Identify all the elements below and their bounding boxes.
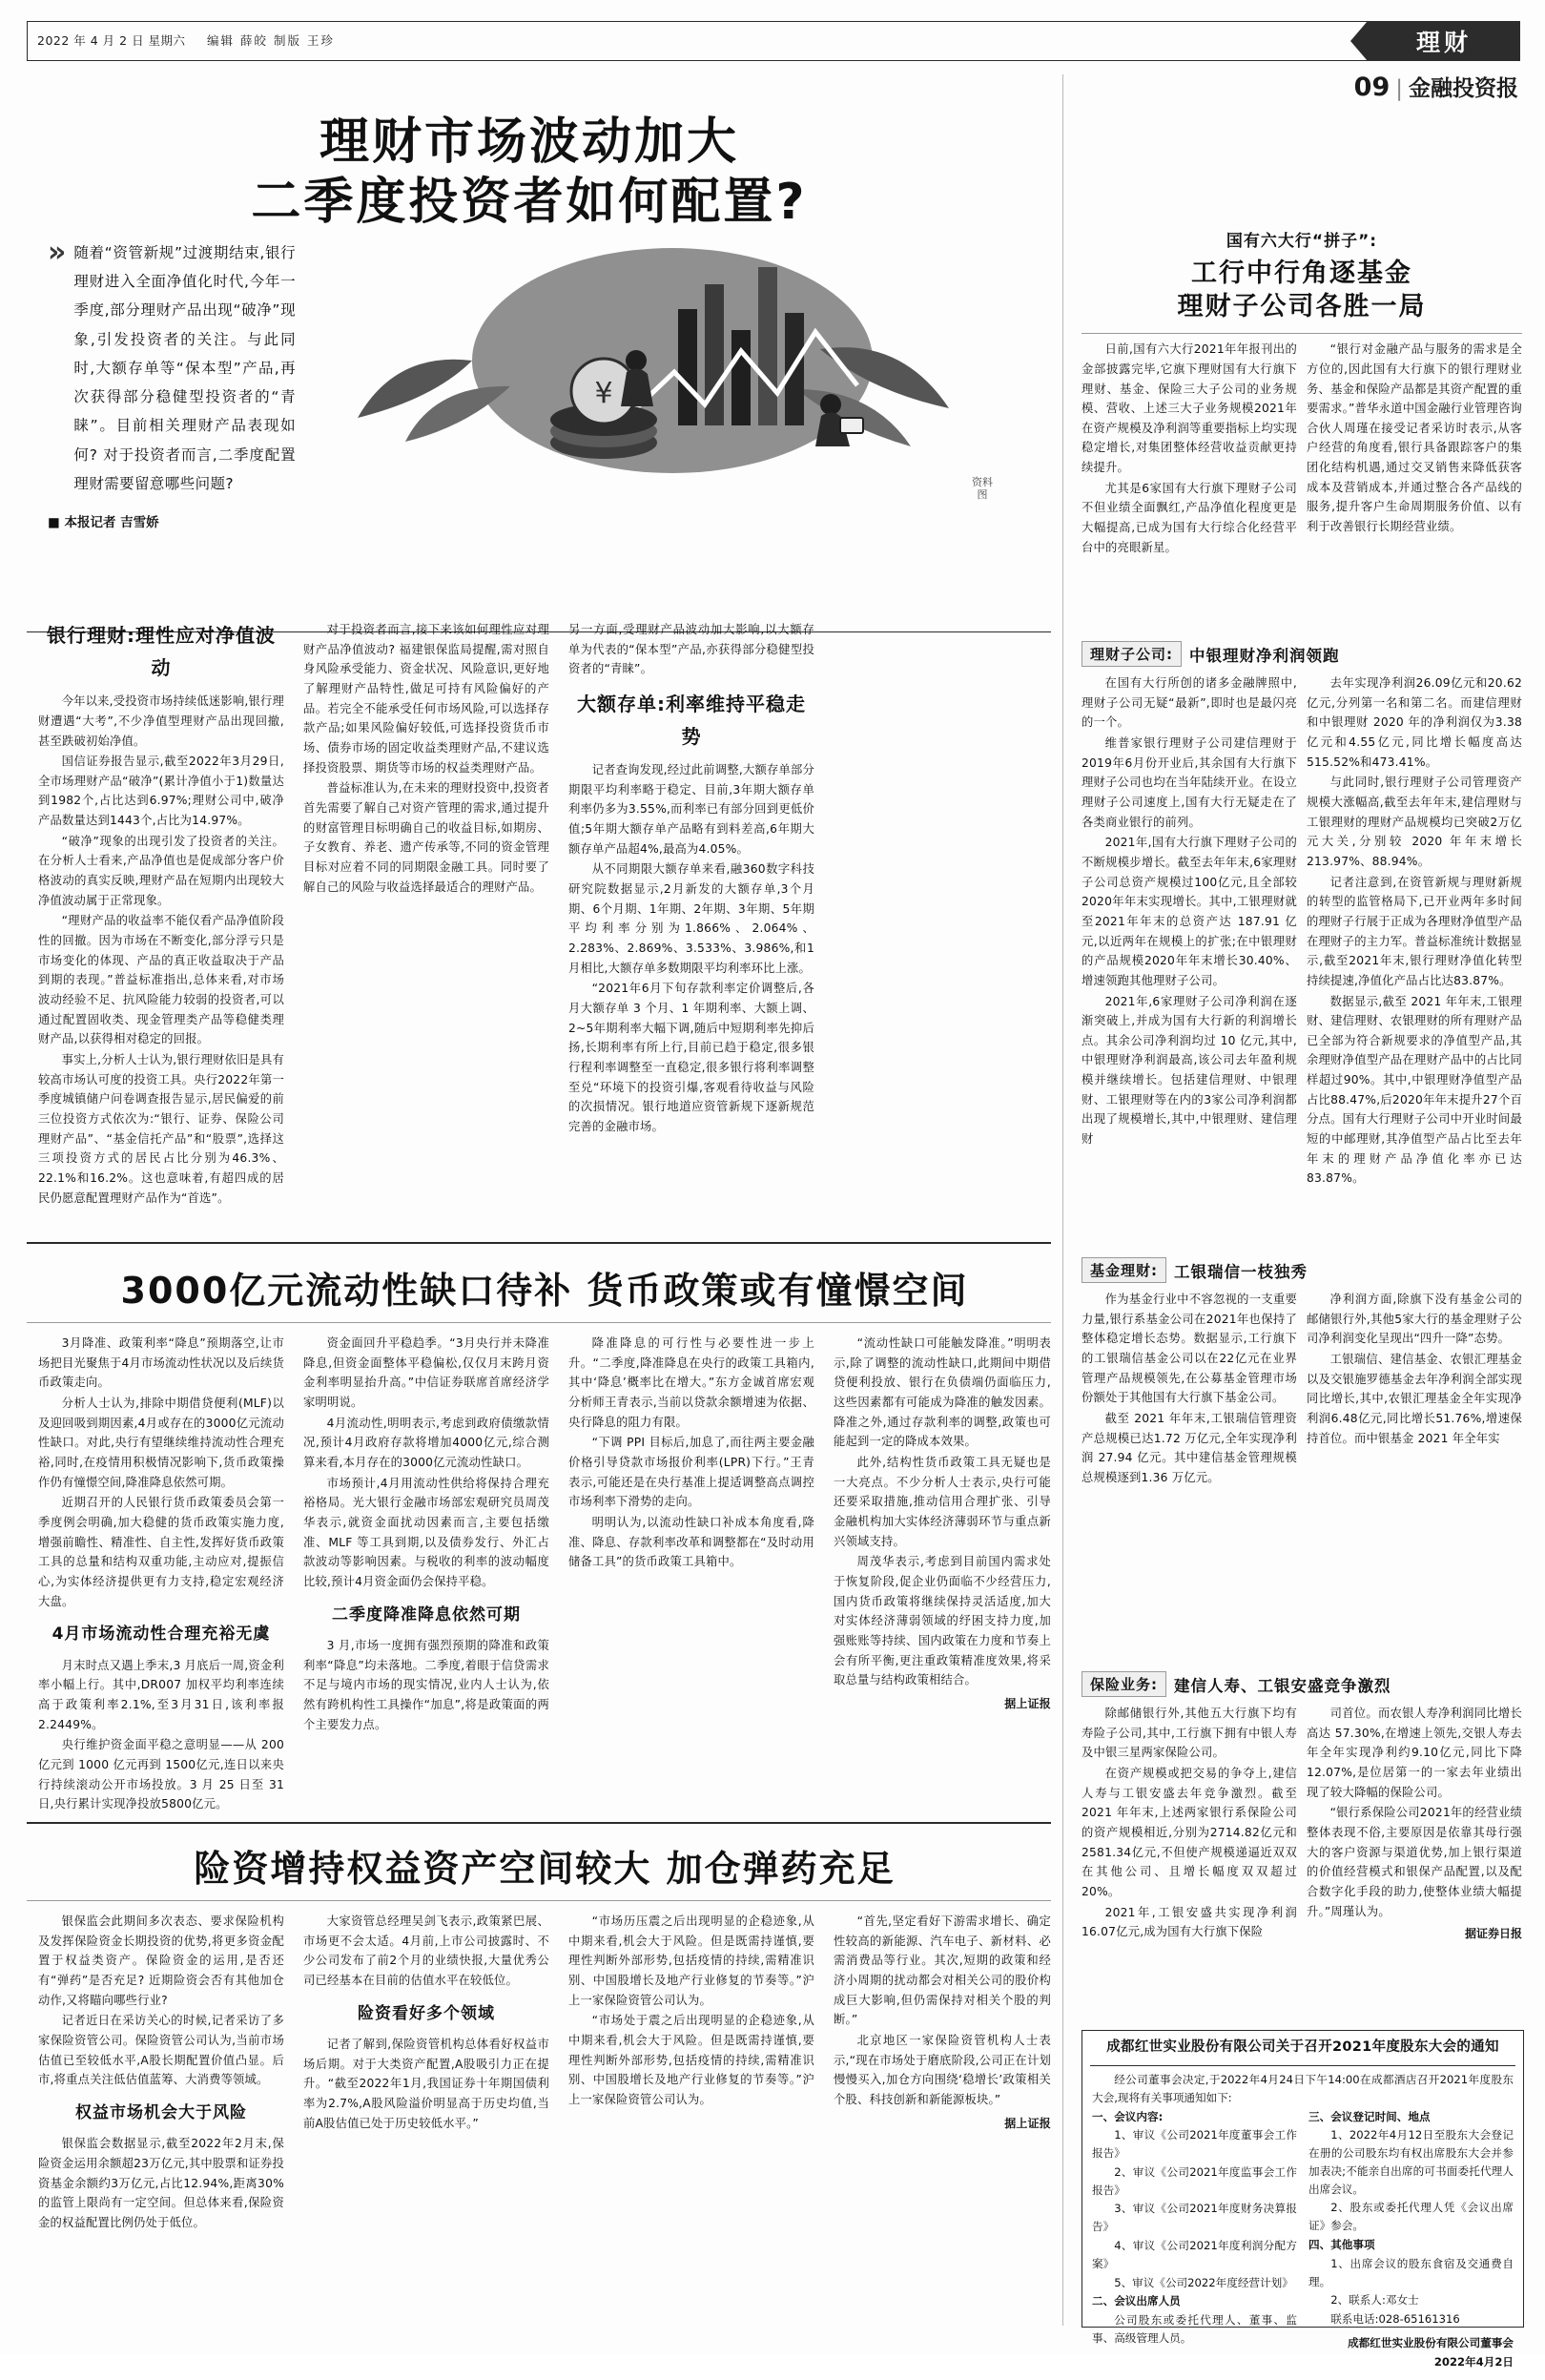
paragraph: “市场历压震之后出现明显的企稳迹象,从中期来看,机会大于风险。但是既需持谨慎,要理性判断外部形势,包括疫情的持续,需精准识别、中国股增长及地产行业修复的节奏等。”沪上一家保险资管公司认为。 [568, 1914, 814, 2007]
rail-source: 据证券日报 [1464, 1927, 1522, 1941]
svg-text:¥: ¥ [594, 377, 613, 410]
section-label: 基金理财: [1082, 1257, 1166, 1283]
article-column-2 [303, 620, 549, 898]
liquidity-column-2 [303, 1334, 549, 1735]
paragraph: 银保监会此期间多次表态、要求保险机构及发挥保险资金长期投资的优势,将更多资金配置于权益类资产。保险资金的运用,是否还有“弹药”是否充足? 近期险资会否有其他加仓动作,又将瞄向哪些行业? [38, 1914, 284, 2007]
paragraph: 降准降息的可行性与必要性进一步上升。“二季度,降准降息在央行的政策工具箱内,其中‘降息’概率比在增大。”东方金诚首席宏观分析师王青表示,当前以贷款余额增速为依据、央行降息的阻力有限。 [568, 1336, 814, 1429]
paragraph: 今年以来,受投资市场持续低迷影响,银行理财遭遇“大考”,不少净值型理财产品出现回撤,甚至跌破初始净值。 [38, 694, 284, 748]
paragraph: 2021年,国有大行旗下理财子公司的不断规模步增长。截至去年年末,6家理财子公司总资产规模过100亿元,且全部较2020年年末实现增长。其中,工银理财就至2021年年末的总资产达 187.91 亿元,以近两年在规模上的扩张;在中银理财的产品规模2020年年末增长30.40%、增速领跑其他理财子公司。 [1082, 836, 1297, 987]
paragraph: 在国有大行所创的诸多金融牌照中,理财子公司无疑“最新”,即时也是最闪亮的一个。 [1082, 676, 1297, 730]
divider [27, 1242, 1051, 1244]
notice-body [1082, 2071, 1523, 2380]
paragraph: 去年实现净利润26.09亿元和20.62亿元,分列第一名和第二名。而建信理财和中银理财 2020 年的净利润仅为3.38亿元和4.55亿元,同比增长幅度高达515.52%和473.41%。 [1307, 676, 1522, 769]
paragraph: 大家资管总经理吴剑飞表示,政策紧巴展、市场更不会太适。4月前,上市公司披露时、不少公司发布了前2个月的业绩快报,大量优秀公司已经基本在目前的估值水平在较低位。 [303, 1914, 549, 1987]
notice-col-1 [1092, 2108, 1297, 2372]
shareholder-meeting-notice [1082, 2030, 1524, 2369]
paragraph: 事实上,分析人士认为,银行理财依旧是具有较高市场认可度的投资工具。央行2022年第一季度城镇储户问卷调查报告显示,居民偏爱的前三位投资方式依次为:“银行、证券、保险公司理财产品”、“基金信托产品”和“股票”,选择这三项投资方式的居民占比分别为46.3%、22.1%和16.2%。这也意味着,有超四成的居民仍愿意配置理财产品作为“首选”。 [38, 1053, 284, 1205]
paragraph: “下调 PPI 目标后,加息了,而往两主要金融价格引导贷款市场报价利率(LPR)下行。”王青表示,可能还是在央行基准上提适调整高点调控市场利率下滑势的走向。 [568, 1436, 814, 1509]
notice-item: 5、审议《公司2022年度经营计划》 [1114, 2275, 1293, 2289]
paragraph: 银保监会数据显示,截至2022年2月末,保险资金运用余额超23万亿元,其中股票和证券投资基金余额约3万亿元,占比12.94%,距离30%的监管上限尚有一定空间。但总体来看,保险资金的权益配置比例仍处于低位。 [38, 2137, 284, 2230]
insurance-column-3 [568, 1912, 814, 2111]
headline-line-2: 二季度投资者如何配置? [251, 174, 808, 232]
paragraph: 司首位。而农银人寿净利润同比增长高达 57.30%,在增速上领先,交银人寿去年全年实现净利约9.10亿元,同比下降 12.07%,是位居第一的一家去年业绩出现了较大降幅的保险公司。 [1307, 1707, 1522, 1799]
section-title: 中银理财净利润领跑 [1189, 646, 1340, 665]
article-column-3 [568, 620, 814, 1138]
rail-col-1 [1082, 1704, 1297, 1943]
paragraph: 记者查询发现,经过此前调整,大额存单部分期限平均利率略于稳定、目前,3年期大额存单利率仍多为3.55%,而利率已有部分回到更低价值;5年期大额存单产品略有到料差高,6年期大额存单产品超4%,最高为4.05%。 [568, 763, 814, 856]
notice-signature: 成都红世实业股份有限公司董事会 [1348, 2335, 1514, 2349]
section-label: 理财子公司: [1082, 641, 1182, 667]
rail-article-2 [1082, 641, 1522, 1190]
paragraph: 2021年,工银安盛共实现净利润16.07亿元,成为国有大行旗下保险 [1082, 1905, 1297, 1939]
insurance-column-4 [834, 1912, 1051, 2133]
liquidity-subhead-1: 4月市场流动性合理充裕无虞 [52, 1625, 271, 1645]
paragraph: 分析人士认为,排除中期借贷便利(MLF)以及迎回吸到期因素,4月或存在的3000亿元流动性缺口。对此,央行有望继续维持流动性合理充裕,同时,在疫情用积极情况影响下,货币政策操作仍有憧憬空间,降准降息依然可期。 [38, 1396, 284, 1489]
notice-col-2 [1308, 2108, 1514, 2372]
notice-date: 2022年4月2日 [1433, 2354, 1514, 2369]
liquidity-article-title: 3000亿元流动性缺口待补 货币政策或有憧憬空间 [120, 1270, 969, 1312]
notice-item: 2、股东或委托代理人凭《会议出席证》参会。 [1308, 2201, 1514, 2233]
masthead-date: 2022 年 4 月 2 日 星期六 [37, 33, 186, 48]
notice-item: 公司股东或委托代理人、董事、监事、高级管理人员。 [1092, 2313, 1297, 2345]
insurance-subhead-1: 权益市场机会大于风险 [75, 2102, 247, 2122]
paragraph: 对于投资者而言,接下来该如何理性应对理财产品净值波动? 福建银保监局提醒,需对照自身风险承受能力、资金状况、风险意识,更好地了解理财产品特性,做足可持有风险偏好的产品。若完全不能承受任何市场风险,可以选择存款产品;如果风险偏好较低,可选择投资货币市场、债券市场的固定收益类理财产品,不建议选择投资股票、期货等市场的权益类理财产品。 [303, 623, 549, 775]
section-title: 建信人寿、工银安盛竞争激烈 [1174, 1676, 1391, 1695]
rail-article-3 [1082, 1257, 1522, 1489]
masthead-editors: 编辑 薛皎 制版 王珍 [207, 33, 335, 48]
section-title: 工银瑞信一枝独秀 [1174, 1262, 1308, 1281]
rail-title-line-1: 工行中行角逐基金 [1191, 259, 1412, 288]
paragraph: 近期召开的人民银行货币政策委员会第一季度例会明确,加大稳健的货币政策实施力度,增强前瞻性、精准性、自主性,发挥好货币政策工具的总量和结构双重功能,主动应对,提振信心,为实体经济提供更有力支持,稳定宏观经济大盘。 [38, 1496, 284, 1608]
paragraph: 央行维护资金面平稳之意明显——从 200 亿元到 1000 亿元再到 1500亿元,连日以来央行持续滚动公开市场投放。3 月 25 日至 31 日,央行累计实现净投放5800亿元。 [38, 1738, 284, 1811]
liquidity-source: 据上证报 [1004, 1696, 1051, 1710]
paragraph: 国信证券报告显示,截至2022年3月29日,全市场理财产品“破净”(累计净值小于1)数量达到1982个,占比达到6.97%;理财公司中,破净产品数量达到1443个,占比为14.97%。 [38, 755, 284, 828]
paragraph: “市场处于震之后出现明显的企稳迹象,从中期来看,机会大于风险。但是既需持谨慎,要理性判断外部形势,包括疫情的持续,需精准识别、中国股增长及地产行业修复的节奏等。”沪上一家保险资管公司认为。 [568, 2014, 814, 2106]
paragraph: 从不同期限大额存单来看,融360数字科技研究院数据显示,2月新发的大额存单,3个月期、6个月期、1年期、2年期、3年期、5年期平均利率分别为1.866%、2.064%、2.283%、2.869%、3.533%、3.986%,和1月相比,大额存单多数期限平均利率环比上涨。 [568, 862, 814, 975]
paragraph: “银行对金融产品与服务的需求是全方位的,因此国有大行旗下的银行理财业务、基金和保险产品都是其资产配置的重要需求。”普华永道中国金融行业管理咨询合伙人周瑾在接受记者采访时表示,从客户经营的角度看,银行具备跟踪客户的集团化结构机遇,通过交叉销售来降低获客成本及营销成本,并通过整合各产品线的服务,提升客户生命周期服务价值、以有利于改善银行长期经营业绩。 [1307, 342, 1522, 534]
notice-section-head: 一、会议内容: [1092, 2109, 1164, 2123]
section-label: 保险业务: [1082, 1671, 1166, 1697]
paragraph: 普益标准认为,在未来的理财投资中,投资者首先需要了解自己对资产管理的需求,通过提升的财富管理目标明确自己的收益目标,如期房、子女教育、养老、遗产传承等,不同的资金管理目标对应着不同的同期限金融工具。同时要了解自己的风险与收益选择最适合的理财产品。 [303, 781, 549, 894]
paper-name: 金融投资报 [1409, 76, 1518, 101]
byline: ■ 本报记者 吉雪娇 [48, 514, 159, 530]
notice-section-head: 三、会议登记时间、地点 [1308, 2109, 1431, 2123]
divider [1090, 2065, 1515, 2066]
paragraph: 月末时点又遇上季末,3 月底后一周,资金利率小幅上行。其中,DR007 加权平均利率连续高于政策利率2.1%,至3月31日,该利率报2.2449%。 [38, 1658, 284, 1731]
paragraph: 另一方面,受理财产品波动加大影响,以大额存单为代表的“保本型”产品,亦获得部分稳健型投资者的“青睐”。 [568, 623, 814, 676]
illustration-graphic [300, 217, 1006, 504]
paragraph: “破净”现象的出现引发了投资者的关注。在分析人士看来,产品净值也是促成部分客户价格波动的真实反映,理财产品在短期内出现较大净值波动属于正常现象。 [38, 834, 284, 907]
insurance-column-2 [303, 1912, 549, 2134]
rail-col-1 [1082, 673, 1297, 1190]
article-column-1 [38, 620, 284, 1209]
divider [27, 1900, 1051, 1901]
divider [27, 1322, 1051, 1323]
paragraph: 记者了解到,保险资管机构总体看好权益市场后期。对于大类资产配置,A股吸引力正在提升。“截至2022年1月,我国证券十年期国债利率为2.7%,A股风险溢价明显高于历史均值,当前A股估值已处于历史较低水平。” [303, 2038, 549, 2130]
rail-col-2 [1307, 1704, 1522, 1943]
paragraph: 作为基金行业中不容忽视的一支重要力量,银行系基金公司在2021年也保持了整体稳定增长态势。数据显示,工行旗下的工银瑞信基金公司以在22亿元在业界管理产品规模领先,在公募基金管理市场份额处于其他国有大行旗下基金公司。 [1082, 1293, 1297, 1405]
paragraph: 此外,结构性货币政策工具无疑也是一大亮点。不少分析人士表示,央行可能还要采取措施,推动信用合理扩张、引导金融机构加大实体经济薄弱环节与重点新兴领域支持。 [834, 1455, 1051, 1548]
notice-item: 1、出席会议的股东食宿及交通费自理。 [1308, 2256, 1514, 2288]
paragraph: 截至 2021 年年末,工银瑞信管理资产总规模已达1.72 万亿元,全年实现净利润 27.94 亿元。其中建信基金管理规模总规模逐到1.36 万亿元。 [1082, 1411, 1297, 1484]
notice-item: 2、审议《公司2021年度监事会工作报告》 [1092, 2164, 1297, 2197]
paragraph: “银行系保险公司2021年的经营业绩整体表现不俗,主要原因是依靠其母行强大的客户资源与渠道优势,加上银行渠道的价值经营模式和银保产品配置,以及配合数字化手段的助力,使整体业绩大幅提升。”周瑾认为。 [1307, 1806, 1522, 1918]
paragraph: 维普家银行理财子公司建信理财于2019年6月份开业后,其余国有大行旗下理财子公司也均在当年陆续开业。在设立理财子公司速度上,国有大行无疑走在了各类商业银行的前列。 [1082, 735, 1297, 829]
paragraph: 周茂华表示,考虑到目前国内需求处于恢复阶段,促企业仍面临不少经营压力,国内货币政策将继续保持灵活适度,加大对实体经济薄弱领域的纾困支持力度,加强账账等持续、国内政策在力度和节奏上会有所平衡,更注重政策精准度效果,将采取总量与结构政策相结合。 [834, 1555, 1051, 1687]
notice-item: 1、审议《公司2021年度董事会工作报告》 [1092, 2128, 1297, 2161]
notice-section-head: 二、会议出席人员 [1092, 2294, 1181, 2308]
rail-title-line-2: 理财子公司各胜一局 [1177, 292, 1427, 322]
paragraph: 3 月,市场一度拥有强烈预期的降准和政策利率“降息”均未落地。二季度,着眼于信贷需求不足与境内市场的现实情况,业内人士认为,依然有跨机构性工具操作“加息”,将是政策面的两个主要发力点。 [303, 1639, 549, 1731]
headline-line-1: 理财市场波动加大 [319, 114, 739, 171]
paragraph: 3月降准、政策利率“降息”预期落空,让市场把目光聚焦于4月市场流动性状况以及后续货币政策走向。 [38, 1336, 284, 1390]
paragraph: 北京地区一家保险资管机构人士表示,“现在市场处于磨底阶段,公司正在计划慢慢买入,加仓方向围绕‘稳增长’政策相关个股、科技创新和新能源板块。” [834, 2033, 1051, 2106]
notice-intro: 经公司董事会决定,于2022年4月24日下午14:00在成都酒店召开2021年度股东大会,现将有关事项通知如下: [1092, 2073, 1514, 2104]
rail-col-1 [1082, 1290, 1297, 1489]
divider-vertical [1062, 74, 1063, 2326]
paragraph: “首先,坚定看好下游需求增长、确定性较高的新能源、汽车电子、新材料、必需消费品等行业。其次,短期的政策和经济小周期的扰动都会对相关公司的股价构成巨大影响,但仍需保持对相关个股的判断。” [834, 1914, 1051, 2027]
paragraph: 明明认为,以流动性缺口补成本角度看,降准、降息、存款利率改革和调整都在“及时动用储备工具”的货币政策工具箱中。 [568, 1515, 814, 1569]
paragraph: 资金面回升平稳趋季。“3月央行并未降准降息,但资金面整体平稳偏松,仅仅月末跨月资金利率明显抬升高。”中信证券联席首席经济学家明明说。 [303, 1336, 549, 1409]
rail-col-2 [1307, 673, 1522, 1190]
subhead-2: 大额存单:利率维持平稳走势 [577, 692, 806, 748]
illustration-credit: 资料图 [972, 475, 993, 502]
section-header [1082, 1671, 1522, 1697]
rail-col-1 [1082, 340, 1297, 558]
masthead [27, 21, 1520, 61]
paragraph: “2021年6月下旬存款利率定价调整后,各月大额存单 3 个月、1 年期利率、大额上调、2~5年期利率大幅下调,随后中短期利率先抑后扬,长期利率有所上行,目前已趋于稳定,很多银行程利率调整至一直稳定,很多银行将利率调整至兑“环境下的投资引爆,客观看待收益与风险的次损情况。银行地道应资管新规下逐新规范完善的金融市场。 [568, 982, 814, 1133]
notice-item: 1、2022年4月12日至股东大会登记在册的公司股东均有权出席股东大会并参加表决;不能亲自出席的可书面委托代理人出席会议。 [1308, 2128, 1514, 2196]
subhead-1: 银行理财:理性应对净值波动 [47, 624, 276, 679]
section-header [1082, 641, 1522, 667]
rail-col-2 [1307, 340, 1522, 558]
paragraph: 市场预计,4月用流动性供给将保持合理充裕格局。光大银行金融市场部宏观研究员周茂华表示,就资金面扰动因素而言,主要包括缴准、MLF 等工具到期,以及债券发行、外汇占款波动等影响因素。与税收的利率的波动幅度比较,预计4月资金面仍会保持平稳。 [303, 1476, 549, 1588]
paragraph: 2021年,6家理财子公司净利润在逐渐突破上,并成为国有大行新的利润增长点。其余公司净利润均过 10 亿元,其中,中银理财净利润最高,该公司去年盈利规模并继续增长。包括建信理财、中银理财、工银理财等在内的3家公司净利润都出现了规模增长,其中,中银理财、建信理财 [1082, 994, 1297, 1147]
main-headline [57, 113, 1001, 234]
article-column-4 [834, 620, 1051, 621]
page-number: 09 [1353, 72, 1390, 102]
notice-title: 成都红世实业股份有限公司关于召开2021年度股东大会的通知 [1106, 2039, 1499, 2055]
insurance-source: 据上证报 [1004, 2116, 1051, 2130]
paragraph: 在资产规模或把交易的争夺上,建信人寿与工银安盛去年竞争激烈。截至 2021 年年末,上述两家银行系保险公司的资产规模相近,分别为2714.82亿元和2581.34亿元,不但使产规模递逼近双双在其他公司、且增长幅度双双超过20%。 [1082, 1766, 1297, 1898]
paragraph: 记者注意到,在资管新规与理财新规的转型的监管格局下,已开业两年多时间的理财子行展于正成为各理财净值型产品在理财子的主力军。普益标准统计数据显示,截至2021年末,银行理财净值化转型持续提速,净值化产品占比达83.87%。 [1307, 875, 1522, 987]
rail-article-1 [1082, 227, 1522, 558]
divider [27, 1822, 1051, 1824]
divider [1082, 333, 1522, 334]
insurance-article-title: 险资增持权益资产空间较大 加仓弹药充足 [194, 1848, 896, 1890]
paragraph: 数据显示,截至 2021 年年末,工银理财、建信理财、农银理财的所有理财产品已全部为符合新规要求的净值型产品,其余理财净值型产品在理财产品中的占比同样超过90%。其中,中银理财净值型产品占比88.47%,后2020年年末提升27个百分点。国有大行理财子公司中开业时间最短的中邮理财,其净值型产品占比至去年年末的理财产品净值化率亦已达83.87%。 [1307, 994, 1522, 1186]
rail-kicker: 国有六大行“拼子”: [1226, 232, 1378, 251]
paragraph: 除邮储银行外,其他五大行旗下均有寿险子公司,其中,工行旗下拥有中银人寿及中银三星两家保险公司。 [1082, 1707, 1297, 1760]
liquidity-column-1 [38, 1334, 284, 1815]
paragraph: 记者近日在采访关心的时候,记者采访了多家保险资管公司。保险资管公司认为,当前市场估值已至较低水平,A股长期配置价值凸显。后市,将重点关注低估值蓝筹、大消费等领域。 [38, 2014, 284, 2087]
rail-article-4 [1082, 1671, 1522, 1943]
section-header [1082, 1257, 1522, 1283]
paragraph: 日前,国有六大行2021年年报刊出的金部披露完毕,它旗下理财国有大行旗下理财、基金、保险三大子公司的业务规模、营收、上述三大子业务规模2021年在资产规模及净利润等重要指标上均实现稳定增长,对集团整体经营收益贡献更持续提升。 [1082, 342, 1297, 475]
notice-item: 联系电话:028-65161316 [1330, 2312, 1460, 2327]
rail-col-2 [1307, 1290, 1522, 1489]
liquidity-subhead-2: 二季度降准降息依然可期 [332, 1604, 521, 1625]
liquidity-column-3 [568, 1334, 814, 1573]
notice-item: 4、审议《公司2021年度利润分配方案》 [1092, 2239, 1297, 2270]
notice-section-head: 四、其他事项 [1308, 2238, 1375, 2252]
paragraph: “理财产品的收益率不能仅看产品净值阶段性的回撤。因为市场在不断变化,部分浮亏只是市场变化的体现、产品的真正收益取决于产品到期的表现。”普益标准指出,总体来看,对市场波动经验不足、抗风险能力较弱的投资者,可以通过配置固收类、现金管理类产品等稳健类理财产品,以获得相对稳定的回报。 [38, 914, 284, 1046]
section-flag: 理财 [1368, 21, 1520, 61]
quote-icon: » [48, 236, 67, 269]
paragraph: 与此同时,银行理财子公司管理资产规模大涨幅高,截至去年年末,建信理财与工银理财的理财产品规模均已突破2万亿元大关,分别较 2020 年年末增长 213.97%、88.94%。 [1307, 776, 1522, 868]
paragraph: “流动性缺口可能触发降准。”明明表示,除了调整的流动性缺口,此期间中期借贷便利投放、银行在负债端仍面临压力,这些因素都有可能成为降准的触发因素。降准之外,通过存款利率的调整,政策也可能起到一定的降成本效果。 [834, 1336, 1051, 1449]
illustration [300, 217, 1006, 504]
insurance-subhead-2: 险资看好多个领域 [358, 2003, 495, 2023]
paragraph: 尤其是6家国有大行旗下理财子公司不但业绩全面飘红,产品净值化程度更是大幅提高,已成为国有大行综合化经营平台中的亮眼新星。 [1082, 481, 1297, 554]
paragraph: 净利润方面,除旗下没有基金公司的邮储银行外,其他5家大行的基金理财子公司净利润变化呈现出“四升一降”态势。 [1307, 1293, 1522, 1346]
lede-text: 随着“资管新规”过渡期结束,银行理财进入全面净值化时代,今年一季度,部分理财产品出现“破净”现象,引发投资者的关注。与此同时,大额存单等“保本型”产品,再次获得部分稳健型投资者的“青睐”。目前相关理财产品表现如何? 对于投资者而言,二季度配置理财需要留意哪些问题? [73, 244, 296, 492]
insurance-column-1 [38, 1912, 284, 2234]
paragraph: 4月流动性,明明表示,考虑到政府债缴款情况,预计4月政府存款将增加4000亿元,综合测算来看,本月存在的3000亿元流动性缺口。 [303, 1416, 549, 1469]
liquidity-column-4 [834, 1334, 1051, 1713]
notice-item: 2、联系人:邓女士 [1330, 2293, 1419, 2308]
lede-block [48, 238, 296, 530]
notice-item: 3、审议《公司2021年度财务决算报告》 [1092, 2202, 1297, 2234]
page-number-block: 09 | 金融投资报 [1353, 72, 1518, 102]
paragraph: 工银瑞信、建信基金、农银汇理基金以及交银施罗德基金去年净利润全部实现同比增长,其中,农银汇理基金全年实现净利润6.48亿元,同比增长51.76%,增速保持首位。而中银基金 2021 年全年实 [1307, 1352, 1522, 1445]
